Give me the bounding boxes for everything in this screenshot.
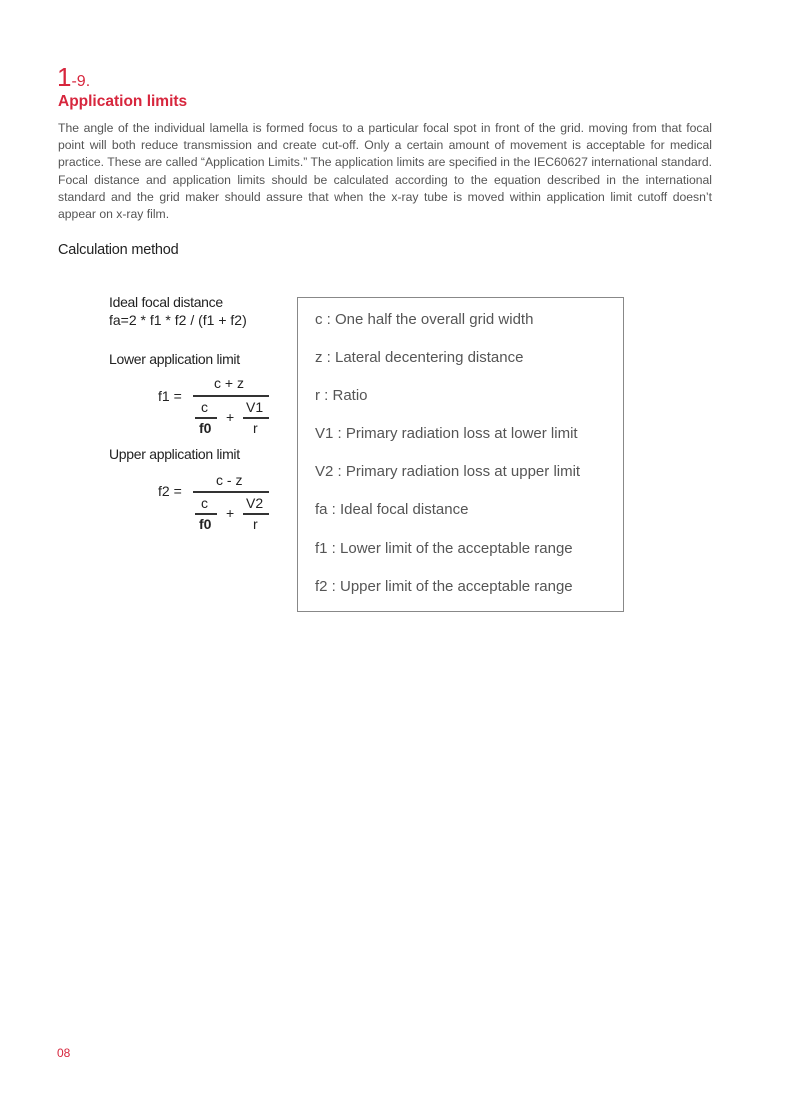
definition-z: z : Lateral decentering distance — [315, 349, 524, 366]
definitions-box — [297, 297, 624, 612]
lower-frac2-denominator: r — [253, 420, 258, 436]
upper-frac1-bar — [195, 513, 217, 515]
upper-frac2-numerator: V2 — [246, 495, 264, 511]
upper-limit-label: Upper application limit — [109, 446, 240, 462]
upper-frac2-bar — [243, 513, 269, 515]
section-number-major: 1 — [57, 62, 72, 92]
definition-f1: f1 : Lower limit of the acceptable range — [315, 540, 573, 557]
definition-v2: V2 : Primary radiation loss at upper limit — [315, 463, 581, 480]
upper-frac2-denominator: r — [253, 516, 258, 532]
section-title: Application limits — [58, 93, 188, 110]
definition-c: c : One half the overall grid width — [315, 311, 534, 328]
definition-fa: fa : Ideal focal distance — [315, 501, 469, 518]
lower-main-fraction-bar — [193, 395, 269, 397]
calculation-heading: Calculation method — [58, 242, 179, 258]
upper-plus: + — [226, 505, 235, 521]
lower-numerator: c + z — [214, 375, 244, 391]
section-number — [57, 62, 90, 93]
ideal-focal-formula: fa=2 * f1 * f2 / (f1 + f2) — [109, 312, 247, 328]
definition-v1: V1 : Primary radiation loss at lower limit — [315, 425, 578, 442]
upper-frac1-denominator: f0 — [199, 516, 212, 532]
lower-frac2-numerator: V1 — [246, 399, 264, 415]
upper-frac1-numerator: c — [201, 495, 208, 511]
upper-numerator: c - z — [216, 472, 243, 488]
lower-frac1-numerator: c — [201, 399, 208, 415]
ideal-focal-label: Ideal focal distance — [109, 294, 223, 310]
lower-frac1-bar — [195, 417, 217, 419]
lower-lhs: f1 = — [158, 388, 182, 404]
section-number-minor: -9. — [71, 73, 91, 90]
definition-f2: f2 : Upper limit of the acceptable range — [315, 578, 573, 595]
definition-r: r : Ratio — [315, 387, 368, 404]
lower-plus: + — [226, 409, 235, 425]
upper-main-fraction-bar — [193, 491, 269, 493]
lower-frac1-denominator: f0 — [199, 420, 212, 436]
lower-frac2-bar — [243, 417, 269, 419]
lower-limit-label: Lower application limit — [109, 351, 240, 367]
upper-lhs: f2 = — [158, 483, 182, 499]
intro-paragraph: The angle of the individual lamella is formed focus to a particular focal spot in front of the grid. moving from that focal point will both reduce transmission and create cut-off. Only a certain amount of movement is acceptable for medical practice. These are called “Application Limits.” The application limits are specified in the IEC60627 international standard. Focal distance and application limits should be calculated according to the equation described in the international standard and the grid maker should assure that when the x-ray tube is moved within application limit cutoff doesn’t appear on x-ray film. — [58, 121, 712, 222]
page-number: 08 — [57, 1046, 71, 1060]
